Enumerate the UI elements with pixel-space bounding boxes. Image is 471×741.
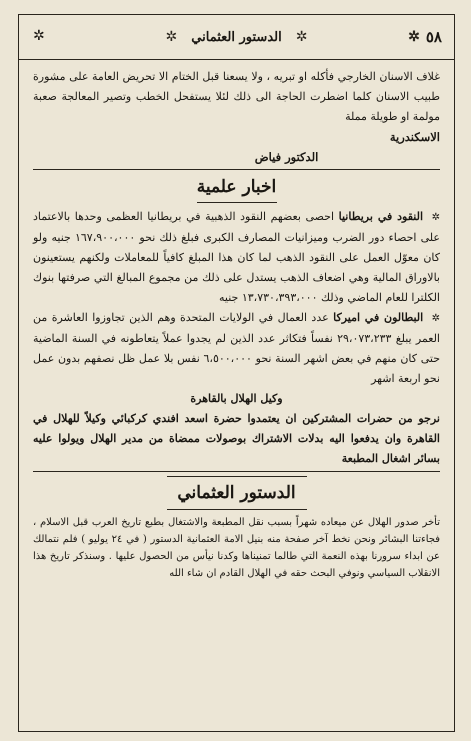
page-header bbox=[19, 15, 454, 60]
page-content bbox=[33, 67, 440, 723]
running-title: الدستور العثماني bbox=[191, 29, 282, 45]
signature-name: الدكتور فياض bbox=[254, 150, 319, 164]
asterism-icon: ✲ bbox=[431, 212, 441, 223]
constitution-text: تأخر صدور الهلال عن ميعاده شهراً بسبب نقل المطبعة والاشتغال بطبع تاريخ العرب قبل الاسلام ، فجاءتنا البشائر ونحن نخط آخر صفحة منه بنيل الامة العثمانية الدستور ( في ٢٤ يوليو ) فلم نتمالك عن ابداء سرورنا بهذه النعمة التي طالما تمنيناها وكدنا نيأس من الحصول عليها . وسنذكر تاريخ هذا الانقلاب السياسي ونوفي البحث حقه في الهلال القادم ان شاء الله bbox=[33, 517, 440, 579]
news-item-lead: النقود في بريطانيا bbox=[338, 210, 424, 223]
agent-heading: وكيل الهلال بالقاهرة bbox=[190, 392, 283, 405]
divider bbox=[33, 169, 440, 170]
news-section-title: اخبار علمية bbox=[196, 177, 277, 197]
news-item-lead: البطالون في اميركا bbox=[333, 311, 424, 324]
medical-text: غلاف الاسنان الخارجي فأكله او تبريه ، ولا يسعنا قبل الختام الا تحريض العامة على مشورة طبيب الاسنان كلما اضطرت الحاجة الى ذلك لئلا يستفحل الخطب وتصير المعالجة صعبة مولمة او طويلة مملة bbox=[33, 70, 440, 123]
news-item-text: احصى بعضهم النقود الذهبية في بريطانيا العظمى وحدها بالاعتماد على احصاء دور الضرب وميزانيات المصارف الكبرى فبلغ ذلك نحو ١٦٧،٩٠٠،٠٠٠ جنيه ولو كان معوّل العمل على النقود الذهب لما كان هذا المبلغ كافياً للمعاملات ولكنهم يستعينون بالاوراق المالية وهي اضعاف الذهب يستدل على ذلك من مجموع المبالغ التي صرفتها بنوك الكلترا للعام الماضي وذلك ١٣،٧٣٠،٣٩٣،٠٠٠ جنيه bbox=[33, 210, 440, 304]
ornament-icon: ✲ bbox=[165, 29, 178, 45]
page-frame bbox=[18, 14, 455, 732]
agent-notice-text: نرجو من حضرات المشتركين ان يعتمدوا حضرة اسعد افندي كركبائي وكيلاً للهلال في القاهرة وان يدفعوا اليه بدلات الاشتراك بوصولات ممضاة من مدير الهلال ويولوا عليه بسائر اشغال المطبعة bbox=[33, 412, 440, 465]
news-item-coins bbox=[33, 207, 440, 308]
ornament-icon: ✲ bbox=[295, 29, 308, 45]
asterism-icon: ✲ bbox=[431, 313, 441, 324]
constitution-section-title: الدستور العثماني bbox=[167, 476, 307, 510]
news-item-unemployed bbox=[33, 308, 440, 389]
signature-row bbox=[33, 127, 440, 147]
ornament-icon: ✲ bbox=[33, 28, 45, 44]
divider bbox=[33, 471, 440, 472]
page-number: ٥٨ bbox=[425, 28, 442, 46]
title-underline bbox=[197, 202, 277, 203]
signature-place: الاسكندرية bbox=[389, 130, 440, 144]
news-item-text: عدد العمال في الولايات المتحدة وهم الذين تجاوزوا العاشرة من العمر يبلغ ٢٩،٠٧٣،٢٣٣ نفساً فتكاثر عدد الذين لم يجدوا عملاً يتعاطونه في السنة الماضية حتى كان منهم في بعض اشهر السنة نحو ٦،٥٠٠،٠٠٠ نفس بلا عمل ظل نصفهم بدون عمل نحو اربعة اشهر bbox=[33, 311, 440, 385]
page-number-group bbox=[408, 28, 442, 46]
ornament-icon: ✲ bbox=[408, 29, 420, 45]
